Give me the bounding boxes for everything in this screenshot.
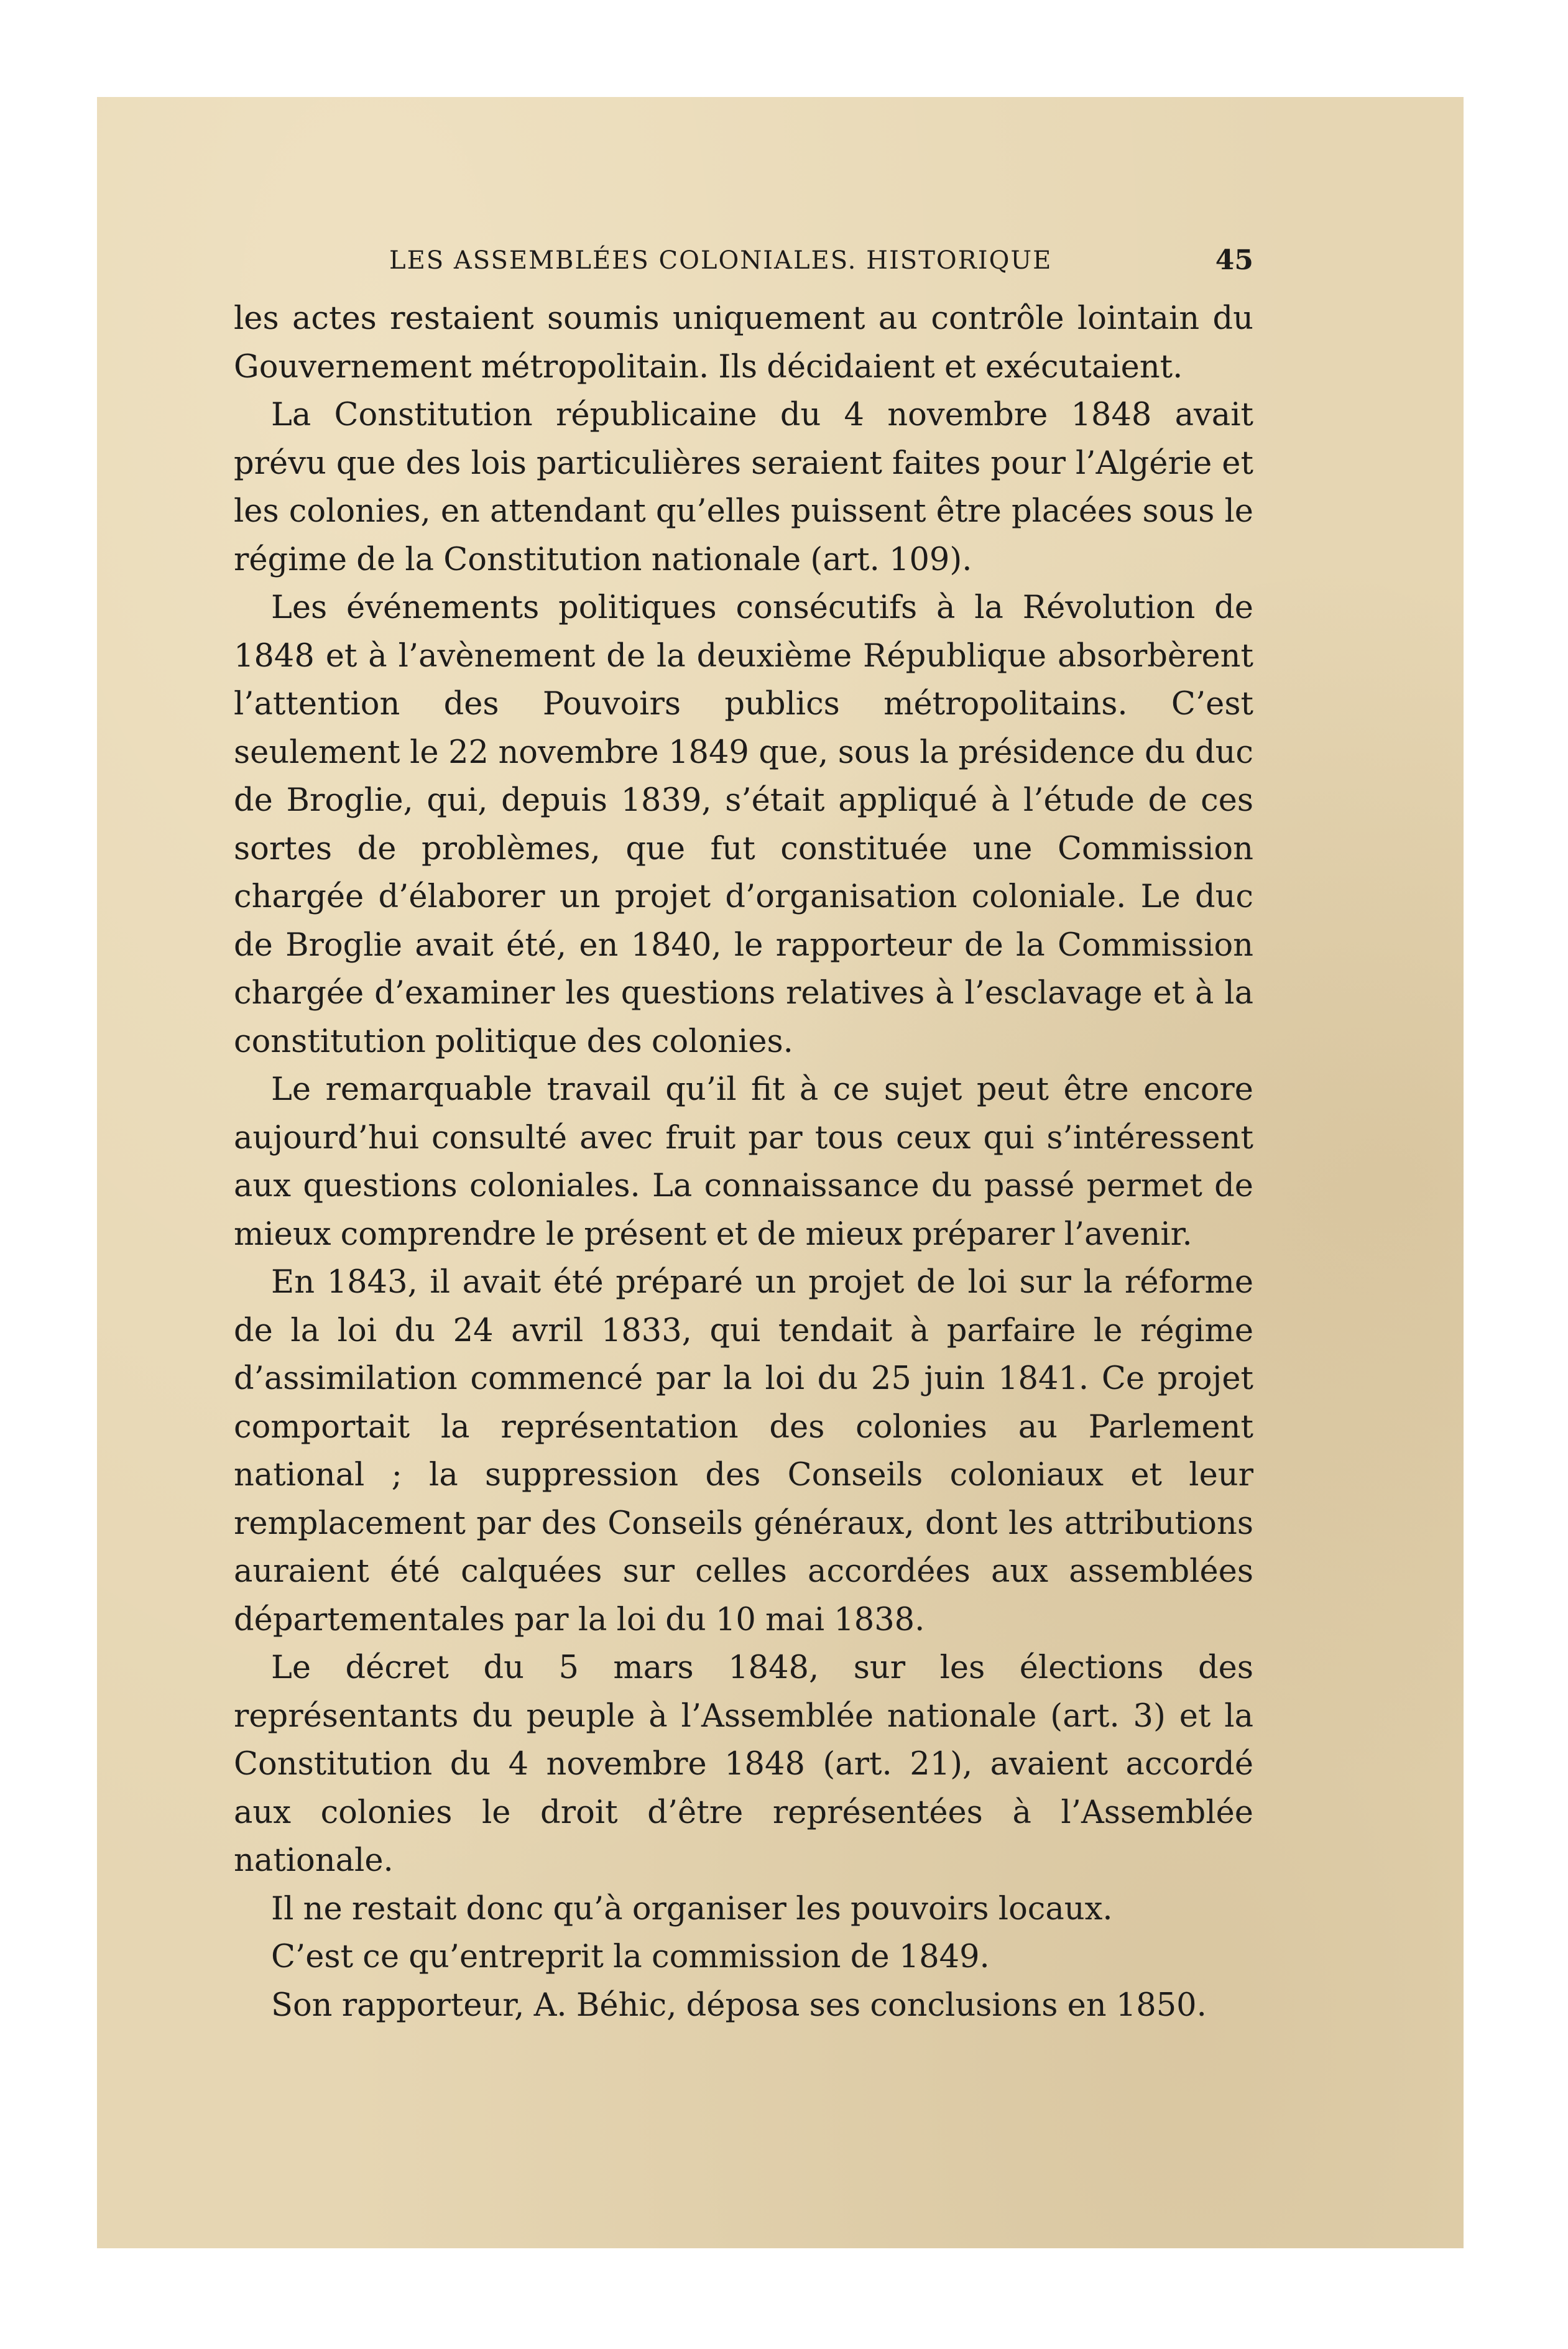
paragraph-3: Les événements politiques consécutifs à la Révolution de 1848 et à l’avènement de la deuxième République absorbèrent l’attention des Pouvoirs publics métropolitains. C’est seulement le 22 novembre 1849 que, sous la présidence du duc de Broglie, qui, depuis 1839, s’était appliqué à l’étude de ces sortes de problèmes, que fut constituée une Commission chargée d’élaborer un projet d’organisation coloniale. Le duc de Broglie avait été, en 1840, le rapporteur de la Commission chargée d’examiner les questions relatives à l’esclavage et à la constitution politique des colonies. — [234, 589, 1253, 1060]
paragraph-8: C’est ce qu’entreprit la commission de 1849. — [271, 1939, 990, 1975]
header-title: LES ASSEMBLÉES COLONIALES. HISTORIQUE — [389, 246, 1053, 275]
scanned-page — [97, 97, 1464, 2248]
running-header — [234, 239, 1253, 282]
paragraph-9: Son rapporteur, A. Béhic, déposa ses conclusions en 1850. — [271, 1987, 1207, 2024]
paragraph-1: les actes restaient soumis uniquement au contrôle lointain du Gouvernement métropolitain. Ils décidaient et exécutaient. — [234, 300, 1253, 385]
paragraph-6: Le décret du 5 mars 1848, sur les élections des représentants du peuple à l’Assemblée nationale (art. 3) et la Constitution du 4 novembre 1848 (art. 21), avaient accordé aux colonies le droit d’être représentées à l’Assemblée nationale. — [234, 1650, 1253, 1879]
paragraph-5: En 1843, il avait été préparé un projet de loi sur la réforme de la loi du 24 avril 1833, qui tendait à parfaire le régime d’assimilation commencé par la loi du 25 juin 1841. Ce projet comportait la représentation des colonies au Parlement national ; la suppression des Conseils coloniaux et leur remplacement par des Conseils généraux, dont les attributions auraient été calquées sur celles accordées aux assemblées départementales par la loi du 10 mai 1838. — [234, 1264, 1253, 1638]
paragraph-7: Il ne restait donc qu’à organiser les pouvoirs locaux. — [271, 1890, 1113, 1927]
text-block — [234, 239, 1253, 2029]
page-number: 45 — [1215, 244, 1253, 276]
paragraph-4: Le remarquable travail qu’il fit à ce sujet peut être encore aujourd’hui consulté avec fruit par tous ceux qui s’intéressent aux questions coloniales. La connaissance du passé permet de mieux comprendre le présent et de mieux préparer l’avenir. — [234, 1071, 1253, 1253]
paragraph-2: La Constitution républicaine du 4 novembre 1848 avait prévu que des lois particulières seraient faites pour l’Algérie et les colonies, en attendant qu’elles puissent être placées sous le régime de la Constitution nationale (art. 109). — [234, 397, 1253, 578]
